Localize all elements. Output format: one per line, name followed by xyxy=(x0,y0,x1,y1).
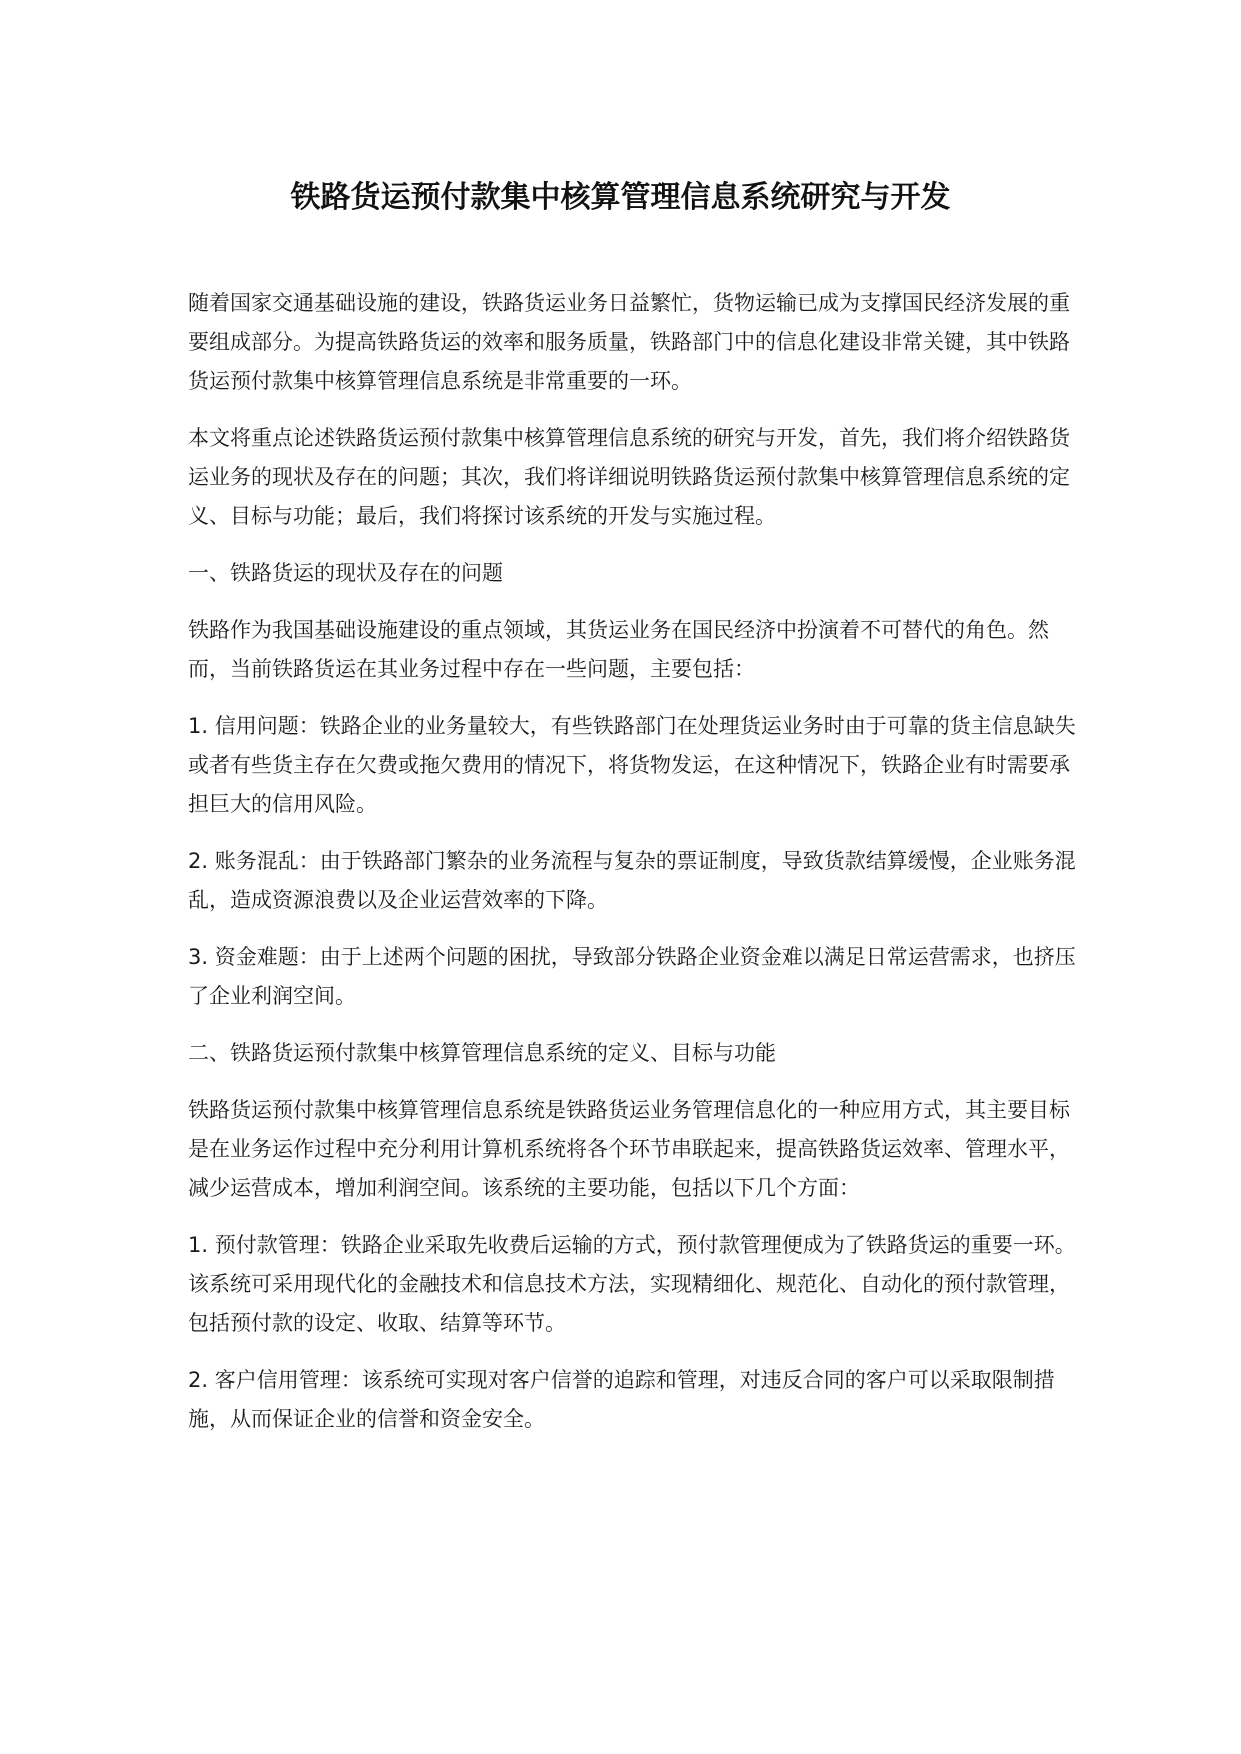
list-item-funding: 3. 资金难题：由于上述两个问题的困扰，导致部分铁路企业资金难以满足日常运营需求，也挤压了企业利润空间。 xyxy=(188,945,1076,1008)
paragraph-status: 铁路作为我国基础设施建设的重点领域，其货运业务在国民经济中扮演着不可替代的角色。然而，当前铁路货运在其业务过程中存在一些问题，主要包括： xyxy=(188,618,1049,681)
paragraph-intro: 随着国家交通基础设施的建设，铁路货运业务日益繁忙，货物运输已成为支撑国民经济发展的重要组成部分。为提高铁路货运的效率和服务质量，铁路部门中的信息化建设非常关键，其中铁路货运预付款集中核算管理信息系统是非常重要的一环。 xyxy=(188,291,1070,393)
document-body xyxy=(188,284,1086,1457)
section-heading-2: 二、铁路货运预付款集中核算管理信息系统的定义、目标与功能 xyxy=(188,1041,776,1065)
document-title: 铁路货运预付款集中核算管理信息系统研究与开发 xyxy=(290,180,951,215)
list-item-prepayment: 1. 预付款管理：铁路企业采取先收费后运输的方式，预付款管理便成为了铁路货运的重要一环。该系统可采用现代化的金融技术和信息技术方法，实现精细化、规范化、自动化的预付款管理，包括预付款的设定、收取、结算等环节。 xyxy=(188,1233,1076,1335)
list-item-accounting: 2. 账务混乱：由于铁路部门繁杂的业务流程与复杂的票证制度，导致货款结算缓慢，企业账务混乱，造成资源浪费以及企业运营效率的下降。 xyxy=(188,849,1076,912)
paragraph-overview: 本文将重点论述铁路货运预付款集中核算管理信息系统的研究与开发，首先，我们将介绍铁路货运业务的现状及存在的问题；其次，我们将详细说明铁路货运预付款集中核算管理信息系统的定义、目标与功能；最后，我们将探讨该系统的开发与实施过程。 xyxy=(188,426,1070,528)
paragraph-definition: 铁路货运预付款集中核算管理信息系统是铁路货运业务管理信息化的一种应用方式，其主要目标是在业务运作过程中充分利用计算机系统将各个环节串联起来，提高铁路货运效率、管理水平，减少运营成本，增加利润空间。该系统的主要功能，包括以下几个方面： xyxy=(188,1098,1070,1200)
list-item-credit: 1. 信用问题：铁路企业的业务量较大，有些铁路部门在处理货运业务时由于可靠的货主信息缺失或者有些货主存在欠费或拖欠费用的情况下，将货物发运，在这种情况下，铁路企业有时需要承担巨大的信用风险。 xyxy=(188,714,1076,816)
list-item-customer-credit: 2. 客户信用管理：该系统可实现对客户信誉的追踪和管理，对违反合同的客户可以采取限制措施，从而保证企业的信誉和资金安全。 xyxy=(188,1368,1055,1431)
section-heading-1: 一、铁路货运的现状及存在的问题 xyxy=(188,561,503,585)
